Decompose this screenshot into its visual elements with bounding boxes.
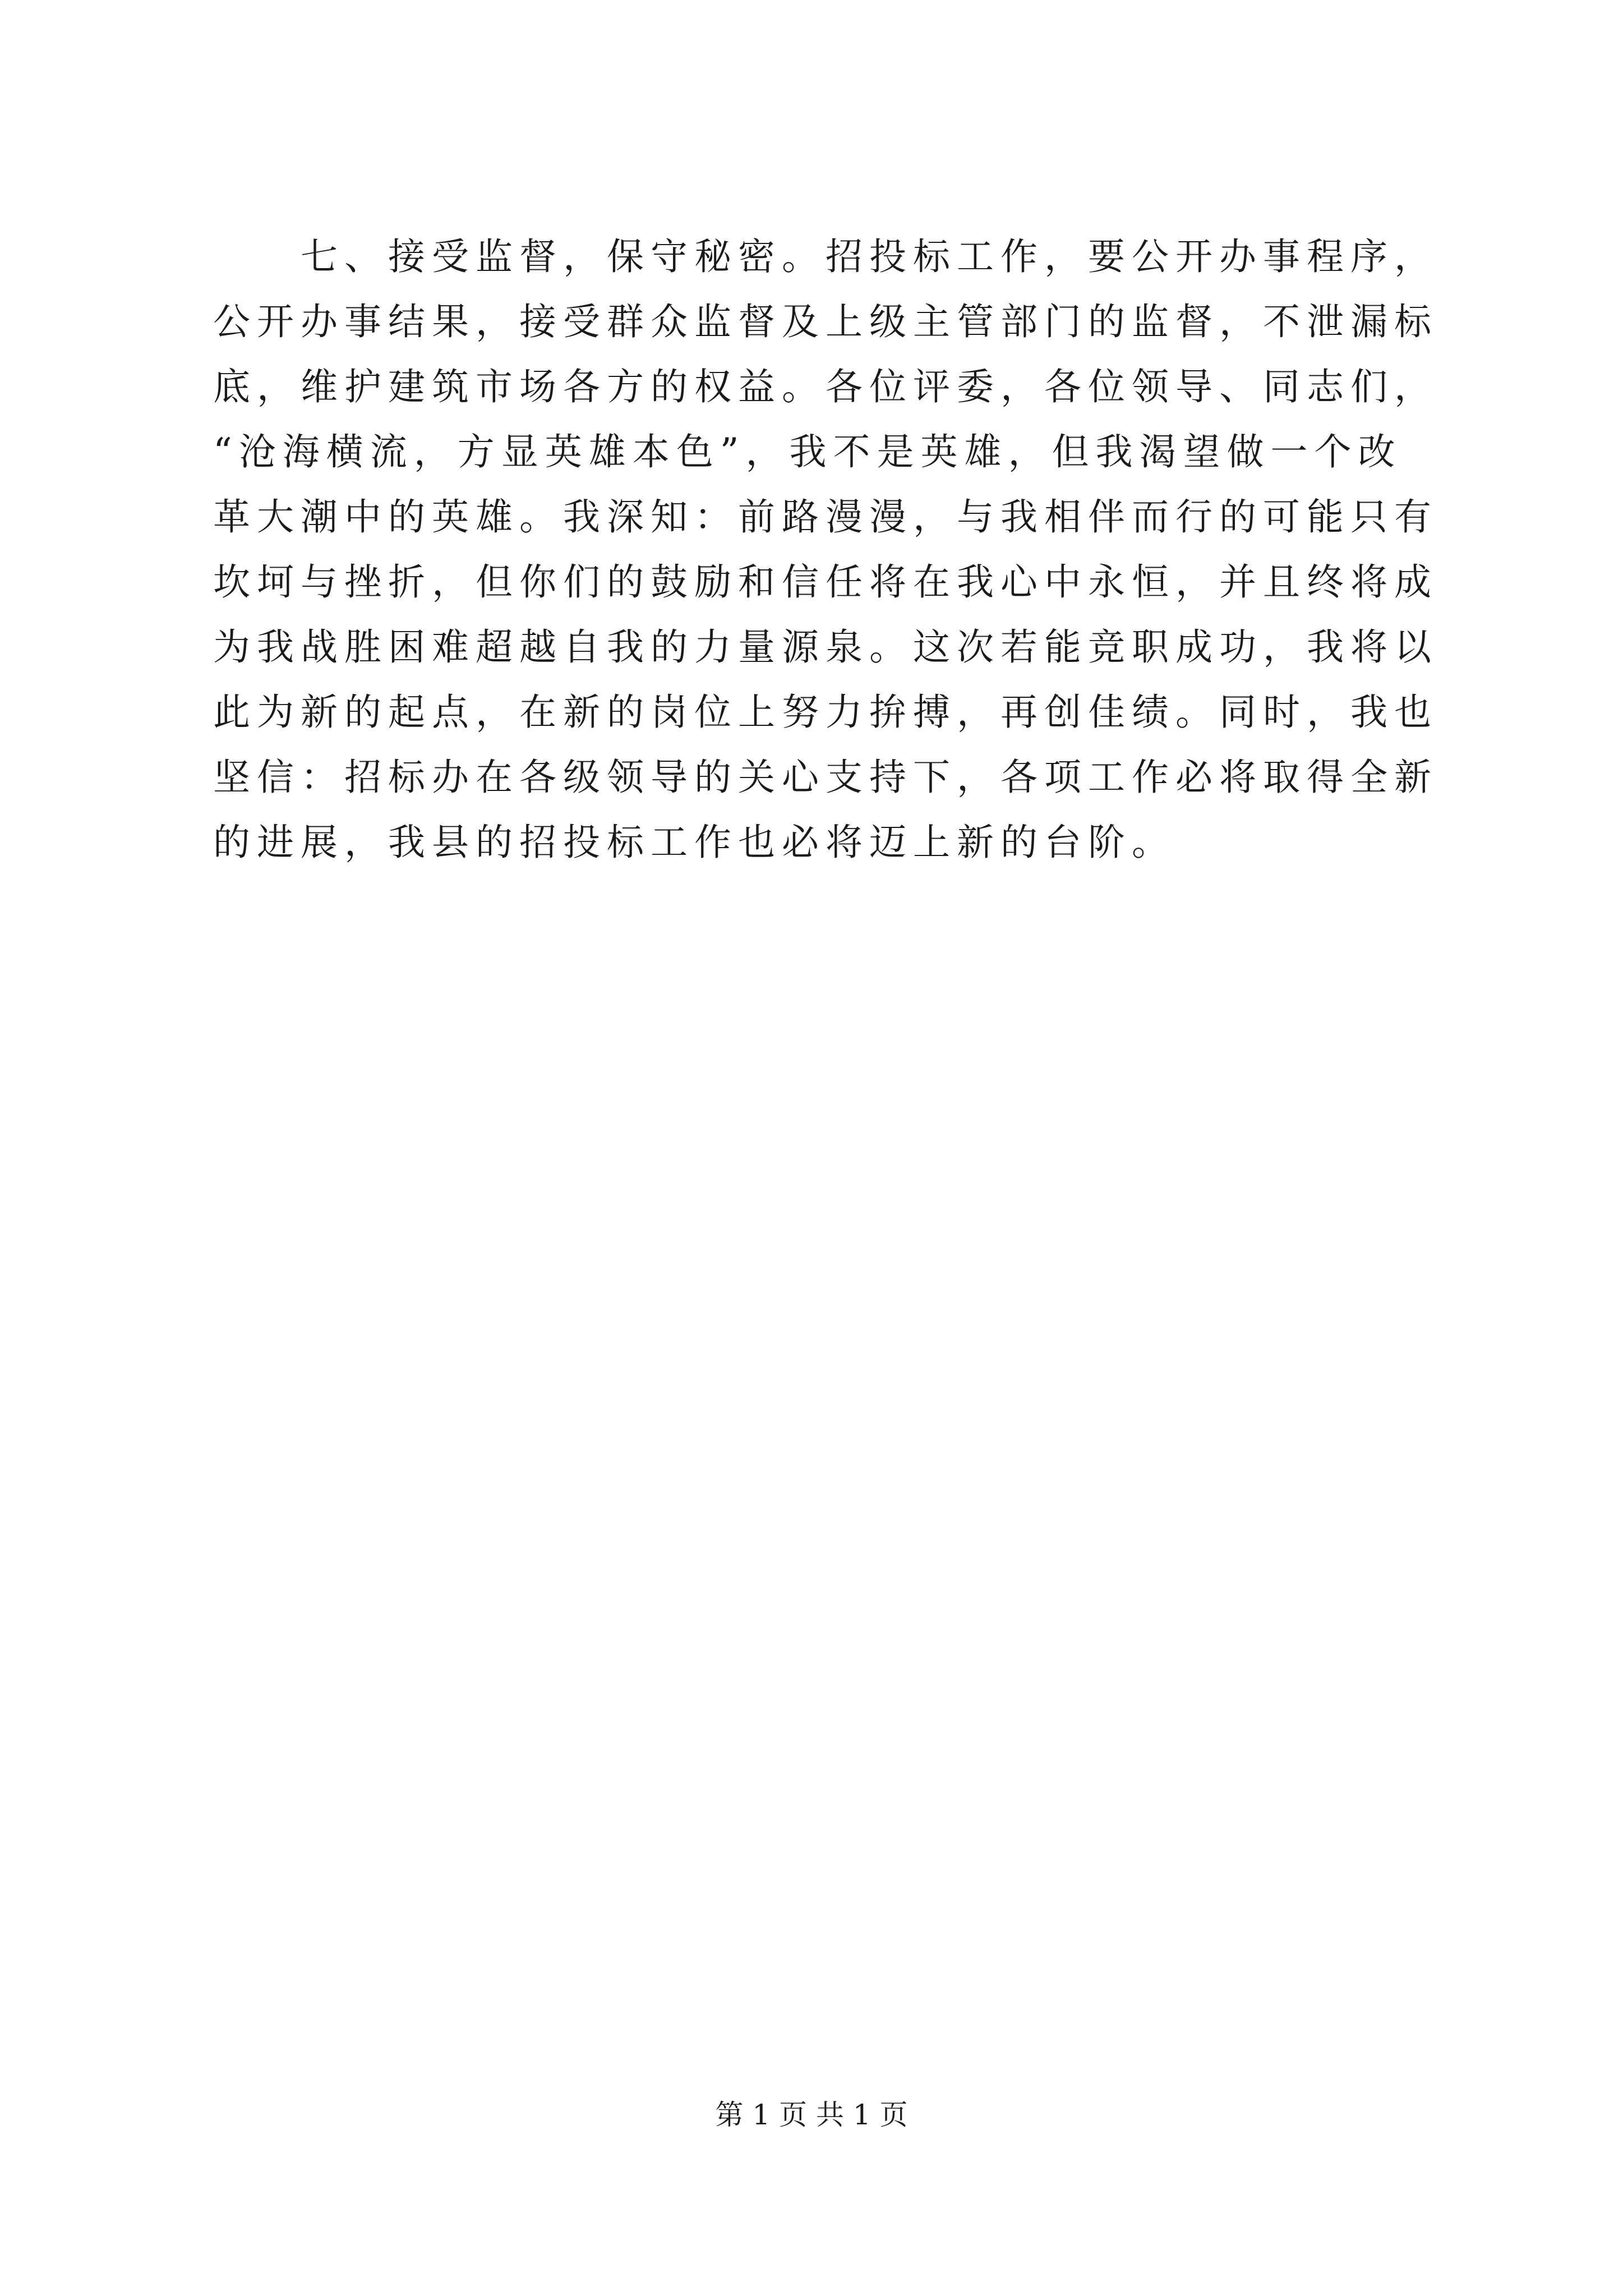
paragraph-line: 革大潮中的英雄。我深知：前路漫漫，与我相伴而行的可能只有 [213,495,1438,539]
paragraph-line: 公开办事结果，接受群众监督及上级主管部门的监督，不泄漏标 [213,300,1438,343]
page-number-footer: 第 1 页 共 1 页 [715,2099,908,2131]
paragraph-line: 为我战胜困难超越自我的力量源泉。这次若能竞职成功，我将以 [213,625,1438,669]
paragraph-line: 此为新的起点，在新的岗位上努力拚搏，再创佳绩。同时，我也 [213,691,1438,734]
paragraph-line: 底，维护建筑市场各方的权益。各位评委，各位领导、同志们， [213,365,1438,408]
paragraph-line: “沧海横流，方显英雄本色”，我不是英雄，但我渴望做一个改 [213,430,1402,473]
paragraph-line: 坎坷与挫折，但你们的鼓励和信任将在我心中永恒，并且终将成 [213,560,1438,604]
body-paragraph [213,224,1438,875]
paragraph-line: 的进展，我县的招投标工作也必将迈上新的台阶。 [213,821,1175,864]
paragraph-line: 坚信：招标办在各级领导的关心支持下，各项工作必将取得全新 [213,756,1438,799]
paragraph-line: 七、接受监督，保守秘密。招投标工作，要公开办事程序， [213,235,1438,278]
